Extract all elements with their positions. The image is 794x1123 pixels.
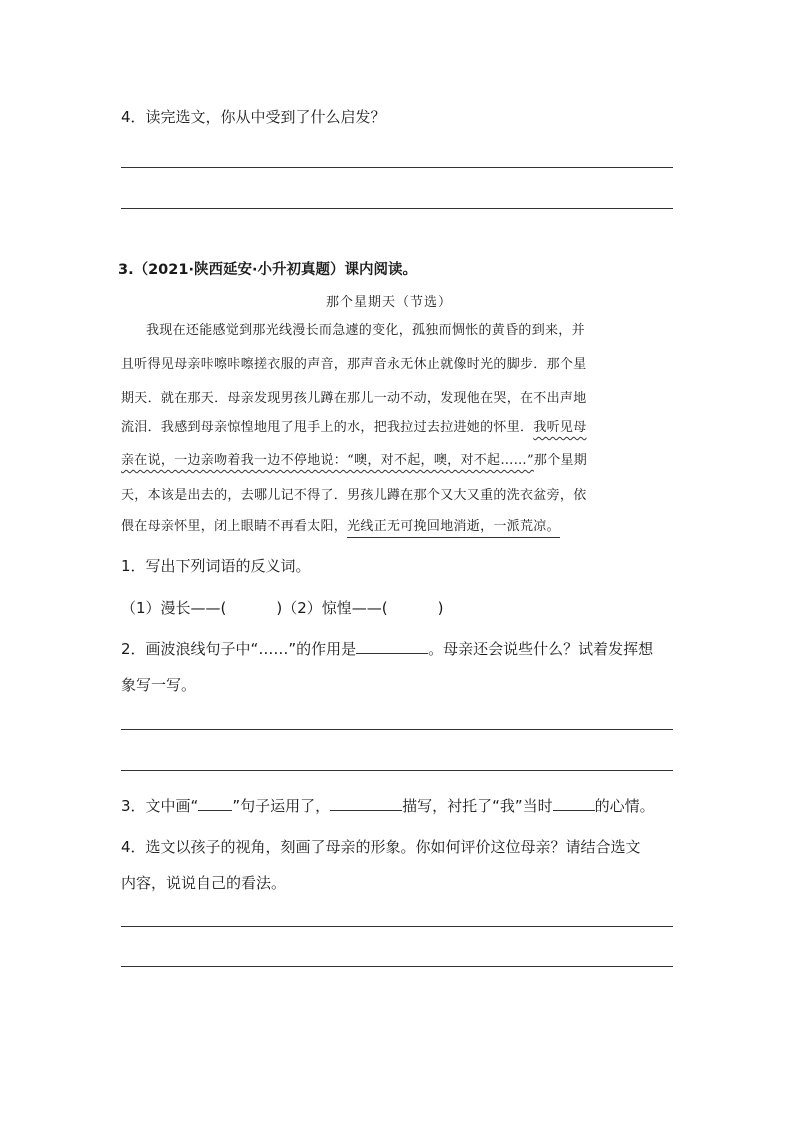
fill-blank[interactable] bbox=[330, 794, 402, 811]
passage-line bbox=[121, 452, 587, 470]
passage-line: 且听得见母亲咔嚓咔嚓搓衣服的声音，那声音永无休止就像时光的脚步．那个星 bbox=[121, 357, 587, 372]
answer-line[interactable] bbox=[121, 729, 673, 730]
passage-line bbox=[121, 518, 560, 536]
passage-line: 天，本该是出去的，去哪儿记不得了．男孩儿蹲在那个又大又重的洗衣盆旁，依 bbox=[121, 488, 587, 503]
passage-text: 偎在母亲怀里，闭上眼睛不再看太阳， bbox=[121, 519, 348, 534]
answer-line[interactable] bbox=[121, 770, 673, 771]
answer-line[interactable] bbox=[121, 966, 673, 967]
fill-blank[interactable] bbox=[553, 794, 595, 811]
antonym-item-2: （2）惊惶——( bbox=[282, 599, 388, 617]
question-2-line2: 象写一写。 bbox=[121, 676, 197, 694]
prev-question-4: 4．读完选文，你从中受到了什么启发？ bbox=[121, 108, 386, 126]
wavy-underlined-sentence: 亲在说，一边亲吻着我一边不停地说：“噢，对不起，噢，对不起……” bbox=[121, 453, 534, 468]
passage-line bbox=[121, 419, 587, 437]
answer-line[interactable] bbox=[121, 926, 673, 927]
question-1-items: （1）漫长——( )（2）惊惶——( ) bbox=[121, 599, 444, 617]
question-4-line1: 4．选文以孩子的视角，刻画了母亲的形象。你如何评价这位母亲？请结合选文 bbox=[121, 838, 641, 856]
passage-title: 那个星期天（节选） bbox=[326, 295, 453, 310]
question-3: 3．文中画“ ”句子运用了， 描写，衬托了“我”当时 的心情。 bbox=[121, 794, 655, 816]
antonym-item-1: （1）漫长——( bbox=[121, 599, 227, 617]
passage-text: 那个星期 bbox=[533, 453, 588, 468]
passage-text: 流泪．我感到母亲惊惶地甩了甩手上的水，把我拉过去拉进她的怀里． bbox=[121, 420, 534, 435]
answer-line[interactable] bbox=[121, 208, 673, 209]
question-2: 2．画波浪线句子中“……”的作用是 。母亲还会说些什么？试着发挥想 bbox=[121, 637, 653, 659]
answer-line[interactable] bbox=[121, 167, 673, 168]
straight-underlined-sentence: 光线正无可挽回地消逝，一派荒凉。 bbox=[347, 519, 560, 538]
fill-blank[interactable] bbox=[198, 794, 232, 811]
section-heading: 3.（2021·陕西延安·小升初真题）课内阅读。 bbox=[118, 262, 417, 278]
question-4-line2: 内容，说说自己的看法。 bbox=[121, 874, 287, 892]
passage-line: 我现在还能感觉到那光线漫长而急遽的变化，孤独而惆怅的黄昏的到来，并 bbox=[146, 323, 585, 338]
question-1-prompt: 1．写出下列词语的反义词。 bbox=[121, 557, 311, 575]
wavy-underlined-sentence: 我听见母 bbox=[533, 420, 587, 435]
passage-line: 期天．就在那天．母亲发现男孩儿蹲在那儿一动不动，发现他在哭，在不出声地 bbox=[121, 391, 587, 406]
fill-blank[interactable] bbox=[356, 637, 428, 654]
